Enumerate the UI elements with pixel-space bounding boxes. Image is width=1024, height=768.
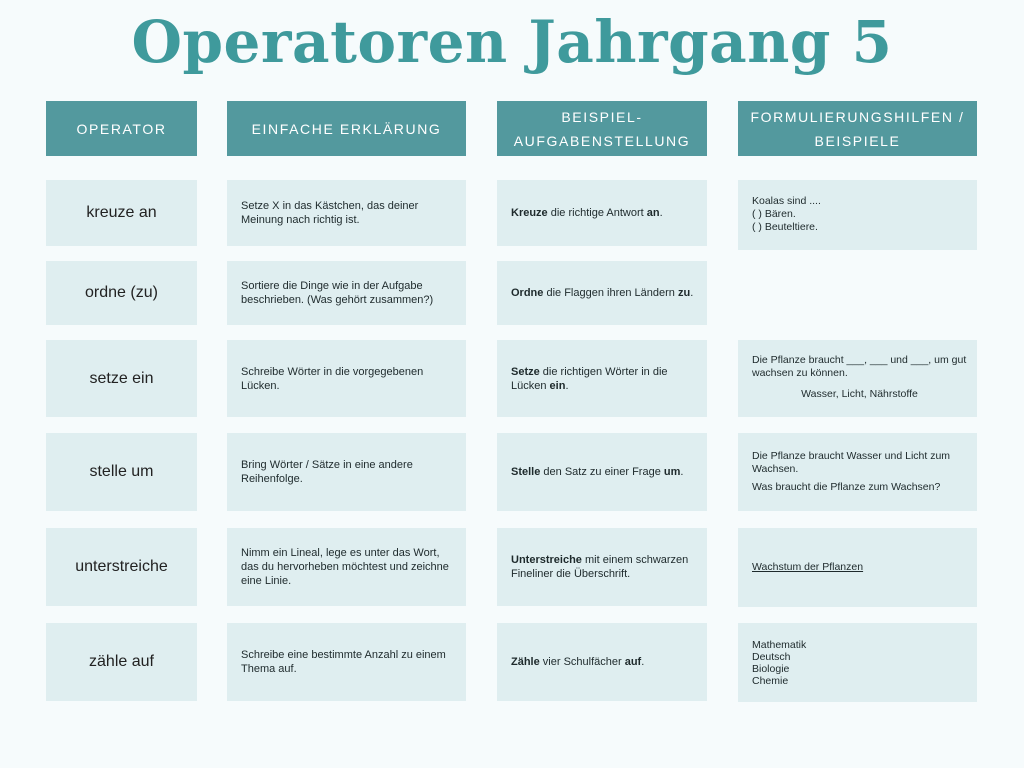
beispiel-text xyxy=(511,286,693,300)
erklaerung-text: Schreibe Wörter in die vorgegebenen Lücken. xyxy=(241,365,424,392)
header-erklaerung-label: EINFACHE ERKLÄRUNG xyxy=(251,120,442,137)
beispiel-cell xyxy=(497,623,707,701)
beispiel-cell xyxy=(497,433,707,511)
hilfen-line: Biologie xyxy=(752,662,790,675)
hilfen-line: Was braucht die Pflanze zum Wachsen? xyxy=(752,481,941,493)
hilfen-cell xyxy=(738,623,977,702)
beispiel-text-part: . xyxy=(565,379,569,392)
beispiel-cell xyxy=(497,528,707,606)
erklaerung-text: Sortiere die Dinge wie in der Aufgabe beschrieben. (Was gehört zusammen?) xyxy=(241,280,434,306)
beispiel-cell xyxy=(497,340,707,417)
header-hilfen-label-1: FORMULIERUNGSHILFEN / xyxy=(750,108,965,125)
beispiel-text-part: mit einem schwarzen Fineliner die Überschrift. xyxy=(511,554,689,580)
header-beispiel-label-1: BEISPIEL- xyxy=(561,108,643,125)
erklaerung-cell xyxy=(227,261,466,325)
erklaerung-text: Schreibe eine bestimmte Anzahl zu einem Thema auf. xyxy=(241,649,446,675)
header-hilfen-label-2: BEISPIELE xyxy=(814,132,901,149)
beispiel-operator-bold: um xyxy=(663,466,681,478)
operator-label: unterstreiche xyxy=(75,558,168,575)
erklaerung-cell xyxy=(227,623,466,701)
hilfen-line: ( ) Beuteltiere. xyxy=(752,221,818,233)
hilfen-underlined-title: Wachstum der Pflanzen xyxy=(752,561,864,573)
operator-cell xyxy=(46,528,197,606)
header-erklaerung xyxy=(227,101,466,156)
beispiel-operator-bold: Ordne xyxy=(511,287,544,299)
beispiel-text xyxy=(511,206,663,220)
beispiel-cell xyxy=(497,180,707,246)
hilfen-cell xyxy=(738,528,977,607)
beispiel-operator-bold: Setze xyxy=(511,365,540,378)
operator-cell xyxy=(46,623,197,701)
beispiel-cell xyxy=(497,261,707,325)
beispiel-text-part: die richtigen Wörter in die Lücken xyxy=(511,365,668,392)
beispiel-text xyxy=(511,655,644,669)
operator-label: kreuze an xyxy=(86,204,157,221)
operator-label: setze ein xyxy=(89,369,154,387)
operator-cell xyxy=(46,180,197,246)
hilfen-line: ( ) Bären. xyxy=(752,208,796,220)
beispiel-operator-bold: Stelle xyxy=(511,466,541,478)
erklaerung-text: Setze X in das Kästchen, das deiner Meinung nach richtig ist. xyxy=(241,200,419,226)
operator-cell xyxy=(46,261,197,325)
hilfen-line: Koalas sind .... xyxy=(752,195,821,207)
erklaerung-text: Bring Wörter / Sätze in eine andere Reihenfolge. xyxy=(241,459,413,485)
beispiel-text-part: . xyxy=(680,466,684,478)
erklaerung-cell xyxy=(227,180,466,246)
header-hilfen xyxy=(738,101,977,156)
erklaerung-cell xyxy=(227,528,466,606)
beispiel-text xyxy=(511,465,683,479)
hilfen-line: Deutsch xyxy=(752,650,791,663)
page-title: Operatoren Jahrgang 5 xyxy=(131,8,893,76)
beispiel-operator-bold: Kreuze xyxy=(511,207,548,219)
erklaerung-cell xyxy=(227,433,466,511)
beispiel-operator-bold: zu xyxy=(677,287,691,299)
beispiel-text-part: die Flaggen ihren Ländern xyxy=(543,287,678,299)
beispiel-operator-bold: Zähle xyxy=(511,656,540,668)
beispiel-operator-bold: Unterstreiche xyxy=(511,554,582,566)
beispiel-text-part: . xyxy=(690,287,694,299)
erklaerung-text: Nimm ein Lineal, lege es unter das Wort, das du hervorheben möchtest und zeichne eine Linie. xyxy=(241,547,449,587)
beispiel-text-part: . xyxy=(659,207,663,219)
beispiel-operator-bold: auf xyxy=(624,656,642,668)
beispiel-text xyxy=(511,553,697,581)
beispiel-text-part: den Satz zu einer Frage xyxy=(540,466,664,478)
header-beispiel-label-2: AUFGABENSTELLUNG xyxy=(513,132,691,149)
hilfen-line: Chemie xyxy=(752,674,789,687)
erklaerung-cell xyxy=(227,340,466,417)
hilfen-cell xyxy=(738,340,977,417)
operator-label: zähle auf xyxy=(89,653,154,670)
hilfen-line: Die Pflanze braucht Wasser und Licht zum Wachsen. xyxy=(752,450,951,475)
beispiel-text-part: . xyxy=(641,656,645,668)
header-beispiel xyxy=(497,101,707,156)
beispiel-operator-bold: ein xyxy=(549,379,566,392)
operator-cell xyxy=(46,340,197,417)
hilfen-line: Mathematik xyxy=(752,638,807,651)
beispiel-operator-bold: an xyxy=(646,207,660,219)
hilfen-cell xyxy=(738,433,977,511)
header-operator xyxy=(46,101,197,156)
hilfen-line: Die Pflanze braucht ___, ___ und ___, um gut wachsen zu können. xyxy=(752,354,967,379)
header-operator-label: OPERATOR xyxy=(76,120,167,137)
operator-label: stelle um xyxy=(89,463,154,480)
hilfen-cell xyxy=(738,180,977,250)
beispiel-text-part: vier Schulfächer xyxy=(539,656,625,668)
beispiel-text-part: die richtige Antwort xyxy=(547,207,647,219)
operator-label: ordne (zu) xyxy=(85,284,158,301)
beispiel-text xyxy=(511,365,697,393)
hilfen-line: Wasser, Licht, Nährstoffe xyxy=(801,388,918,400)
operator-cell xyxy=(46,433,197,511)
